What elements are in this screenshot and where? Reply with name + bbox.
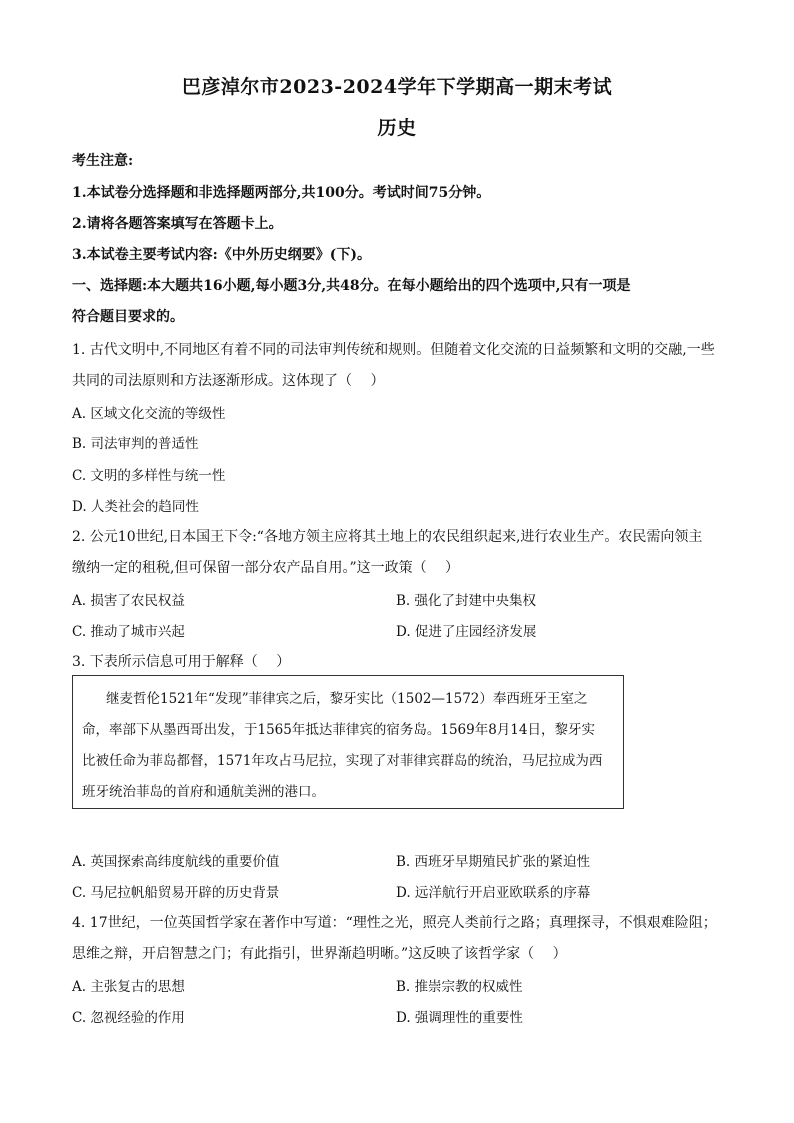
question-4-option-a[interactable]: A. 主张复古的思想 (72, 979, 185, 995)
notice-item-3: 3.本试卷主要考试内容:《中外历史纲要》(下)。 (72, 247, 372, 263)
question-3-option-d[interactable]: D. 远洋航行开启亚欧联系的序幕 (396, 885, 591, 901)
question-1-option-c[interactable]: C. 文明的多样性与统一性 (72, 468, 226, 484)
question-2-option-b[interactable]: B. 强化了封建中央集权 (396, 593, 537, 609)
question-2-option-a[interactable]: A. 损害了农民权益 (72, 593, 185, 609)
question-3-option-c[interactable]: C. 马尼拉帆船贸易开辟的历史背景 (72, 885, 280, 901)
question-4-option-b[interactable]: B. 推崇宗教的权威性 (396, 979, 523, 995)
notice-heading: 考生注意: (72, 153, 134, 169)
question-2-option-d[interactable]: D. 促进了庄园经济发展 (396, 624, 537, 640)
question-4-stem-line-1: 4. 17世纪，一位英国哲学家在著作中写道：“理性之光，照亮人类前行之路；真理探寻，不惧艰难险阻； (72, 915, 717, 931)
question-3-option-a[interactable]: A. 英国探索高纬度航线的重要价值 (72, 854, 280, 870)
notice-item-1: 1.本试卷分选择题和非选择题两部分,共100分。考试时间75分钟。 (72, 185, 491, 201)
question-2-stem-line-2: 缴纳一定的租税,但可保留一部分农产品自用。”这一政策（ ） (72, 560, 460, 576)
material-line-1: 继麦哲伦1521年“发现”菲律宾之后，黎牙实比（1502—1572）奉西班牙王室之 (106, 691, 588, 707)
question-1-option-a[interactable]: A. 区域文化交流的等级性 (72, 406, 226, 422)
question-4-option-d[interactable]: D. 强调理性的重要性 (396, 1010, 523, 1026)
notice-item-2: 2.请将各题答案填写在答题卡上。 (72, 216, 283, 232)
question-2-stem-line-1: 2. 公元10世纪,日本国王下令:“各地方领主应将其土地上的农民组织起来,进行农业生产。农民需向领主 (72, 529, 703, 545)
exam-title: 巴彦淖尔市2023-2024学年下学期高一期末考试 (181, 76, 613, 98)
question-2-option-c[interactable]: C. 推动了城市兴起 (72, 624, 185, 640)
question-4-option-c[interactable]: C. 忽视经验的作用 (72, 1010, 185, 1026)
question-3-stem: 3. 下表所示信息可用于解释（ ） (72, 654, 291, 670)
question-1-stem-line-1: 1. 古代文明中,不同地区有着不同的司法审判传统和规则。但随着文化交流的日益频繁和文明的交融,一些 (72, 342, 715, 358)
question-3-material-box (72, 675, 624, 809)
section-instructions-line-2: 符合题目要求的。 (72, 309, 184, 325)
question-1-option-d[interactable]: D. 人类社会的趋同性 (72, 499, 199, 515)
material-line-2: 命，率部下从墨西哥出发，于1565年抵达菲律宾的宿务岛。1569年8月14日，黎牙实 (82, 722, 595, 738)
section-instructions-line-1: 一、选择题:本大题共16小题,每小题3分,共48分。在每小题给出的四个选项中,只有一项是 (72, 278, 631, 294)
question-1-option-b[interactable]: B. 司法审判的普适性 (72, 436, 199, 452)
question-4-stem-line-2: 思维之辩，开启智慧之门；有此指引，世界渐趋明晰。”这反映了该哲学家（ ） (72, 946, 567, 962)
material-line-4: 班牙统治菲岛的首府和通航美洲的港口。 (82, 784, 325, 800)
exam-subject: 历史 (377, 117, 417, 139)
question-3-option-b[interactable]: B. 西班牙早期殖民扩张的紧迫性 (396, 854, 591, 870)
material-line-3: 比被任命为菲岛都督，1571年攻占马尼拉，实现了对菲律宾群岛的统治，马尼拉成为西 (82, 753, 603, 769)
question-1-stem-line-2: 共同的司法原则和方法逐渐形成。这体现了（ ） (72, 373, 385, 389)
